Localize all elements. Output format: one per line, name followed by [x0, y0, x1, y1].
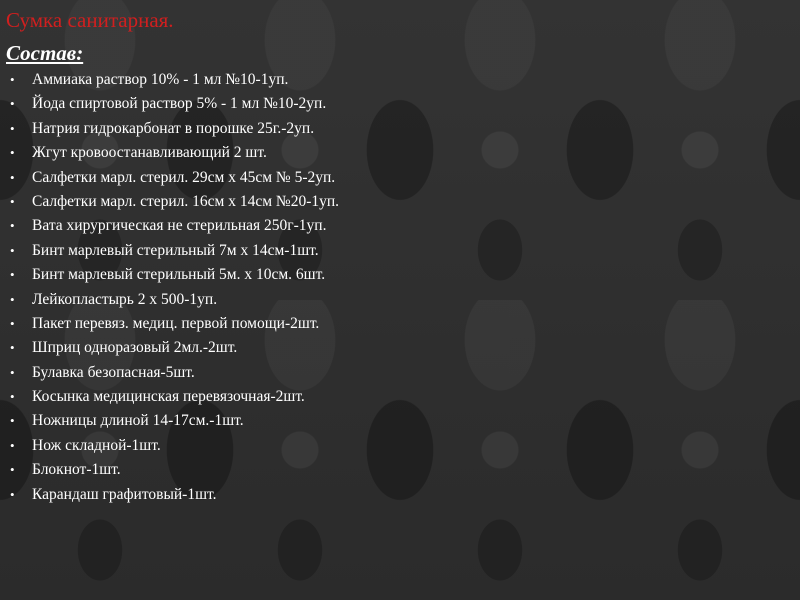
- list-item-text: Косынка медицинская перевязочная-2шт.: [32, 388, 305, 406]
- list-item-text: Пакет перевяз. медиц. первой помощи-2шт.: [32, 314, 320, 332]
- bullet-icon: •: [10, 389, 15, 405]
- list-item-text: Бинт марлевый стерильный 7м x 14см-1шт.: [32, 241, 319, 259]
- list-item-text: Ножницы длиной 14-17см.-1шт.: [32, 412, 244, 430]
- bullet-icon: •: [10, 437, 15, 453]
- list-item-text: Булавка безопасная-5шт.: [32, 363, 195, 381]
- list-item-text: Шприц одноразовый 2мл.-2шт.: [32, 339, 238, 357]
- list-item-text: Жгут кровоостанавливающий 2 шт.: [32, 144, 267, 162]
- bullet-icon: •: [10, 291, 15, 307]
- list-item: [10, 336, 339, 360]
- bullet-icon: •: [10, 169, 15, 185]
- bullet-icon: •: [10, 462, 15, 478]
- list-item: [10, 483, 339, 507]
- list-item-text: Йода спиртовой раствор 5% - 1 мл №10-2уп.: [32, 95, 327, 113]
- list-item: [10, 409, 339, 433]
- list-item-text: Лейкопластырь 2 x 500-1уп.: [32, 290, 218, 308]
- bullet-icon: •: [10, 486, 15, 502]
- list-item: [10, 214, 339, 238]
- list-item-text: Натрия гидрокарбонат в порошке 25г.-2уп.: [32, 119, 315, 137]
- list-item-text: Блокнот-1шт.: [32, 461, 121, 479]
- list-item-text: Бинт марлевый стерильный 5м. x 10см. 6шт.: [32, 266, 326, 284]
- list-item: [10, 434, 339, 458]
- list-item-text: Салфетки марл. стерил. 16см x 14см №20-1уп.: [32, 192, 340, 210]
- list-item-text: Карандаш графитовый-1шт.: [32, 485, 217, 503]
- list-item: [10, 92, 339, 116]
- bullet-icon: •: [10, 267, 15, 283]
- bullet-icon: •: [10, 218, 15, 234]
- list-item-text: Аммиака раствор 10% - 1 мл №10-1уп.: [32, 71, 289, 88]
- list-item: [10, 190, 339, 214]
- contents-list: [10, 68, 339, 507]
- bullet-icon: •: [10, 315, 15, 331]
- bullet-icon: •: [10, 242, 15, 258]
- bullet-icon: •: [10, 145, 15, 161]
- list-item: [10, 239, 339, 263]
- list-item: [10, 288, 339, 312]
- list-item: [10, 117, 339, 141]
- slide-subtitle: Состав:: [6, 41, 84, 65]
- list-item: [10, 385, 339, 409]
- list-item-text: Нож складной-1шт.: [32, 436, 161, 454]
- slide-title: Сумка санитарная.: [6, 8, 174, 32]
- list-item-text: Вата хирургическая не стерильная 250г-1уп.: [32, 217, 327, 235]
- list-item: [10, 141, 339, 165]
- bullet-icon: •: [10, 340, 15, 356]
- list-item: [10, 166, 339, 190]
- list-item: [10, 361, 339, 385]
- list-item: [10, 312, 339, 336]
- bullet-icon: •: [10, 193, 15, 209]
- bullet-icon: •: [10, 96, 15, 112]
- bullet-icon: •: [10, 120, 15, 136]
- bullet-icon: •: [10, 72, 15, 87]
- list-item: [10, 68, 339, 92]
- bullet-icon: •: [10, 364, 15, 380]
- list-item-text: Салфетки марл. стерил. 29см x 45см № 5-2уп.: [32, 168, 336, 186]
- list-item: [10, 263, 339, 287]
- list-item: [10, 458, 339, 482]
- bullet-icon: •: [10, 413, 15, 429]
